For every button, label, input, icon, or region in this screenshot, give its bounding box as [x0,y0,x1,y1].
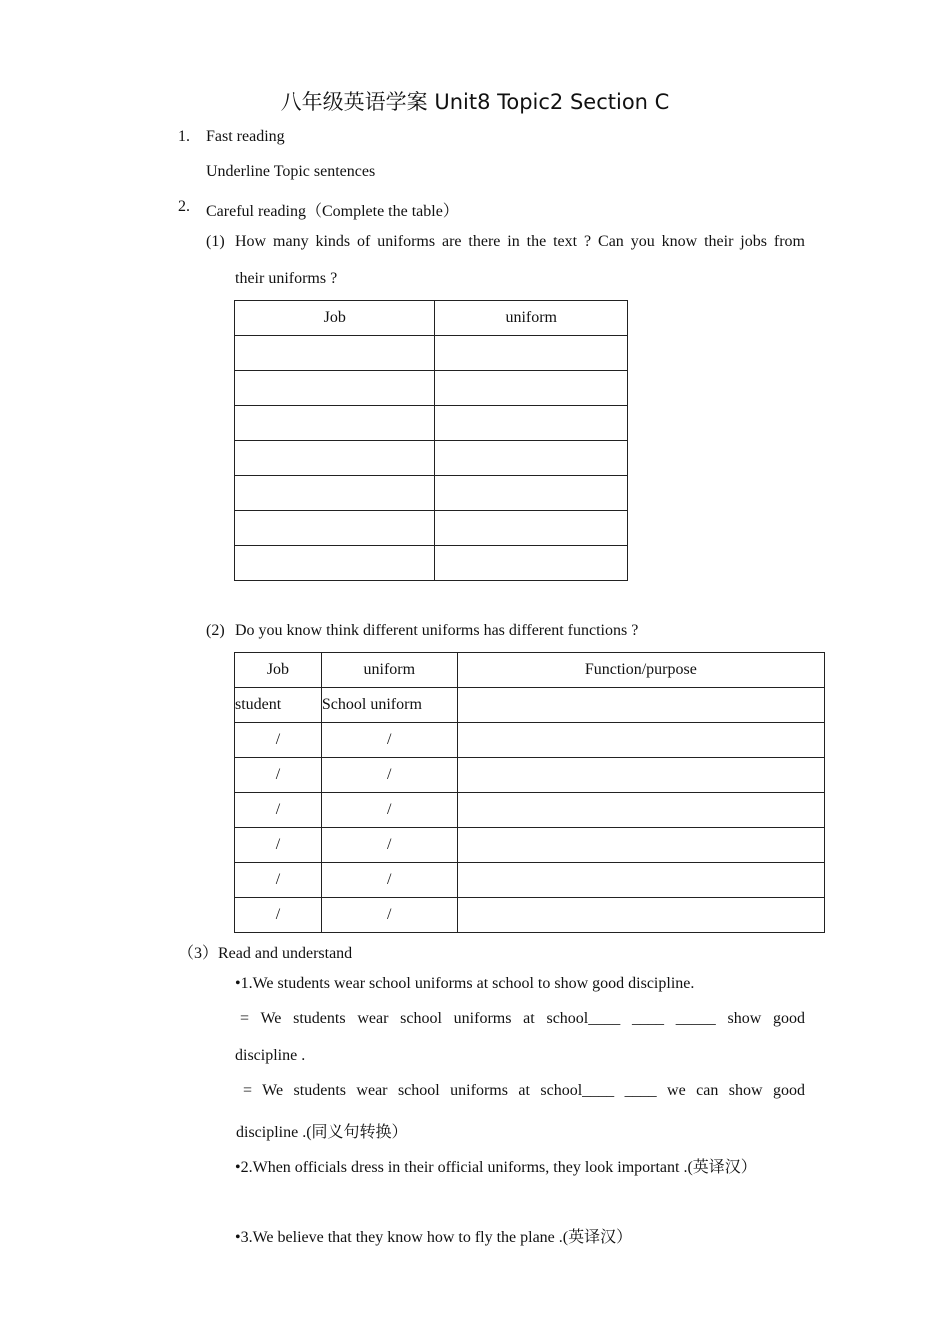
table-cell[interactable] [457,793,824,828]
page-title: 八年级英语学案 Unit8 Topic2 Section C [280,90,670,114]
table-cell[interactable] [235,406,435,441]
table-cell[interactable] [235,476,435,511]
table-cell[interactable] [435,441,628,476]
table-cell[interactable] [235,371,435,406]
table-row [235,546,628,581]
table-cell[interactable]: / [235,758,322,793]
q2-p1-number: (1) [206,233,225,250]
q3-sentence-2: •2.When officials dress in their official uniforms, they look important .(英译汉） [235,1159,757,1176]
table-header-row [235,301,628,336]
table-row [235,863,825,898]
table-row [235,758,825,793]
q2-label: Careful reading（Complete the table） [206,203,459,220]
table-cell[interactable]: / [235,828,322,863]
table-cell[interactable]: / [235,793,322,828]
q3-label: （3）Read and understand [178,945,353,962]
table-cell[interactable] [457,828,824,863]
q3-sentence-1: •1.We students wear school uniforms at school to show good discipline. [235,975,695,992]
q1-number: 1. [178,128,190,145]
table-cell[interactable] [435,511,628,546]
table-cell[interactable] [457,688,824,723]
table-cell[interactable] [435,476,628,511]
table-cell[interactable]: / [321,828,457,863]
table-header-job: Job [235,301,435,336]
table-header-job: Job [235,653,322,688]
table-row [235,793,825,828]
table-row [235,336,628,371]
table-row [235,898,825,933]
table-cell[interactable] [435,336,628,371]
table-cell[interactable] [235,336,435,371]
q1-subtask: Underline Topic sentences [206,163,376,180]
table-cell[interactable] [235,546,435,581]
table-cell: School uniform [321,688,457,723]
q2-p2-number: (2) [206,622,225,639]
q2-number: 2. [178,198,190,215]
table-row [235,511,628,546]
table-cell[interactable] [235,441,435,476]
q3-sentence-3: •3.We believe that they know how to fly the plane .(英译汉） [235,1229,633,1246]
table-row [235,688,825,723]
table-row [235,828,825,863]
function-table [234,652,825,933]
table-cell: student [235,688,322,723]
table-cell[interactable]: / [321,758,457,793]
table-cell[interactable]: / [321,863,457,898]
table-cell[interactable] [457,863,824,898]
table-header-uniform: uniform [321,653,457,688]
table-cell[interactable] [457,898,824,933]
table-cell[interactable]: / [235,863,322,898]
table-cell[interactable] [435,406,628,441]
table-cell[interactable]: / [321,898,457,933]
table-cell[interactable]: / [321,723,457,758]
table-cell[interactable] [235,511,435,546]
q3-rewrite-b-line2: discipline .(同义句转换） [236,1124,408,1141]
q3-rewrite-a-line1: = We students wear school uniforms at school____ ____ _____ show good [240,1010,805,1027]
table-cell[interactable]: / [235,898,322,933]
table-cell[interactable] [435,546,628,581]
job-uniform-table [234,300,628,581]
table-cell[interactable]: / [235,723,322,758]
table-header-uniform: uniform [435,301,628,336]
table-row [235,441,628,476]
q2-p1-question-line1: How many kinds of uniforms are there in the text ? Can you know their jobs from [235,233,805,250]
table-cell[interactable]: / [321,793,457,828]
table-row [235,371,628,406]
table-cell[interactable] [435,371,628,406]
table-row [235,723,825,758]
q2-p2-question: Do you know think different uniforms has different functions ? [235,622,639,639]
table-header-row [235,653,825,688]
table-header-function: Function/purpose [457,653,824,688]
table-row [235,476,628,511]
table-row [235,406,628,441]
table-cell[interactable] [457,758,824,793]
q2-p1-question-line2: their uniforms ? [235,270,338,287]
q3-rewrite-b-line1: = We students wear school uniforms at school____ ____ we can show good [243,1082,805,1099]
q3-rewrite-a-line2: discipline . [235,1047,306,1064]
q1-label: Fast reading [206,128,285,145]
table-cell[interactable] [457,723,824,758]
